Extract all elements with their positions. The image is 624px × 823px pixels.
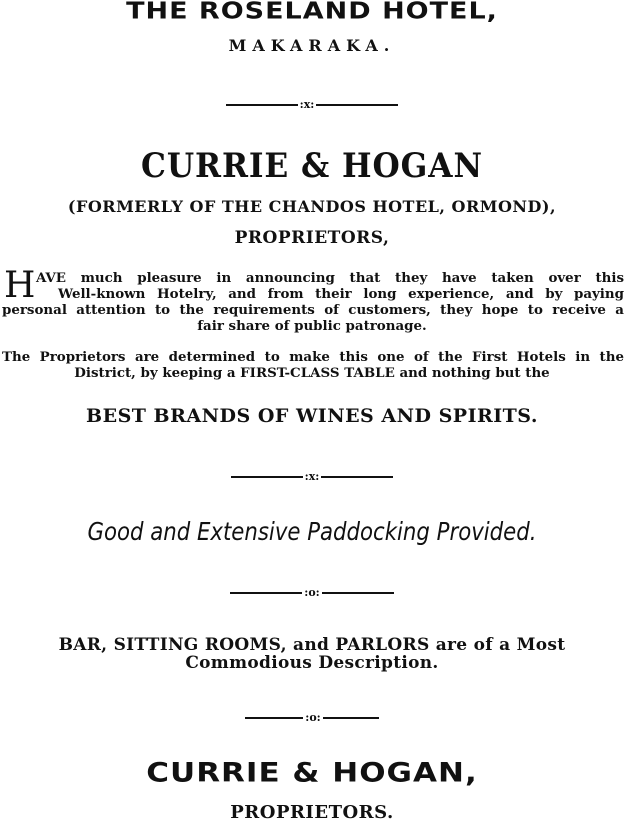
separator-2: :x: bbox=[0, 470, 624, 483]
announcement-line-4: fair share of public patronage. bbox=[197, 318, 427, 334]
proprietor-names-heading: CURRIE & HOGAN bbox=[141, 146, 483, 186]
footer-proprietors-label: PROPRIETORS. bbox=[230, 802, 394, 823]
determination-line-1: The Proprietors are determined to make this one of the First Hotels in the bbox=[2, 349, 624, 365]
announcement-line-3: personal attention to the requirements of customers, they hope to receive a bbox=[2, 302, 624, 318]
paddocking-notice: Good and Extensive Paddocking Provided. bbox=[87, 517, 537, 546]
rooms-line-2: Commodious Description. bbox=[185, 653, 439, 673]
brands-heading: BEST BRANDS OF WINES AND SPIRITS. bbox=[86, 405, 538, 427]
separator-1: :x: bbox=[0, 98, 624, 111]
drop-cap: H bbox=[4, 265, 36, 306]
rooms-line-1: BAR, SITTING ROOMS, and PARLORS are of a Most bbox=[58, 635, 566, 655]
announcement-line-2: Well-known Hotelry, and from their long experience, and by paying bbox=[58, 286, 624, 302]
determination-line-2: District, by keeping a FIRST-CLASS TABLE and nothing but the bbox=[74, 365, 550, 381]
hotel-name-heading: THE ROSELAND HOTEL, bbox=[126, 0, 498, 25]
separator-3: :o: bbox=[0, 586, 624, 599]
footer-proprietor-names: CURRIE & HOGAN, bbox=[146, 757, 478, 789]
separator-4: :o: bbox=[0, 711, 624, 724]
formerly-line: (FORMERLY OF THE CHANDOS HOTEL, ORMOND), bbox=[67, 197, 557, 216]
town-name: MAKARAKA. bbox=[228, 36, 396, 55]
proprietors-label: PROPRIETORS, bbox=[234, 228, 390, 248]
announcement-line-1: AVE much pleasure in announcing that they have taken over this bbox=[36, 270, 624, 286]
